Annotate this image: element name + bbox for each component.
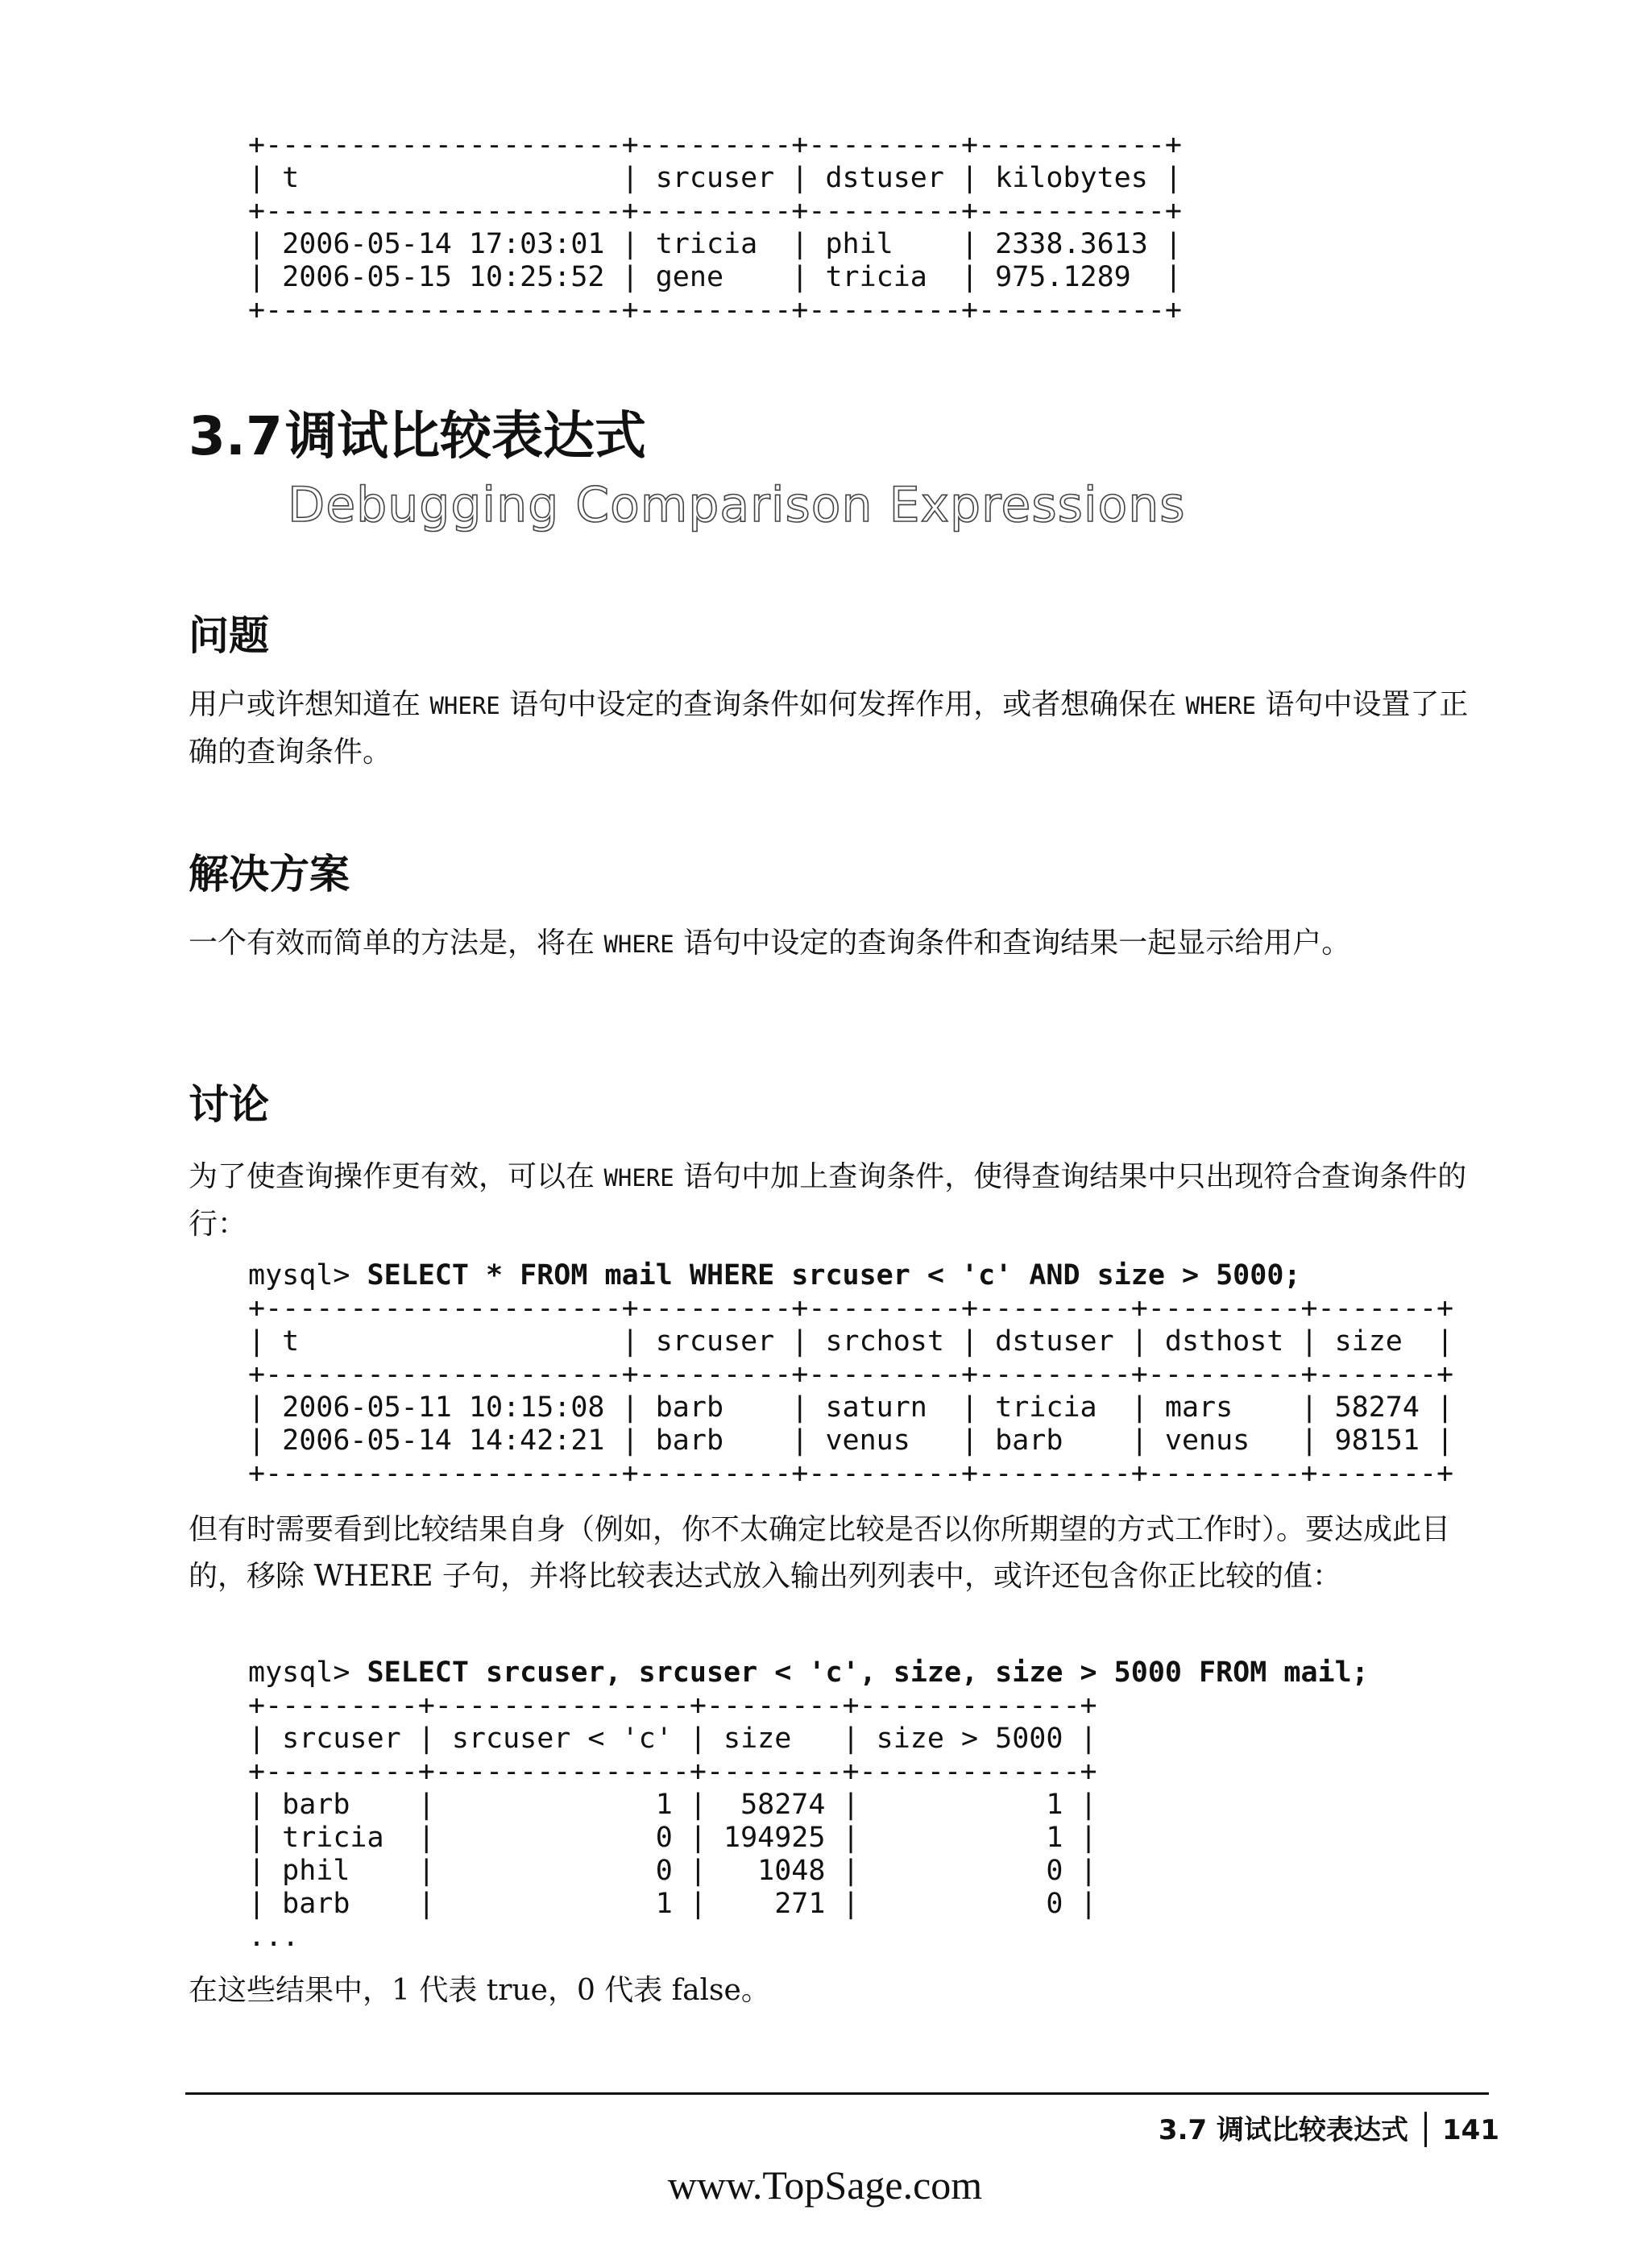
problem-text-1: 用户或许想知道在 [189, 688, 430, 721]
query-2-result-table: +---------+---------------+--------+-------------+ | srcuser | srcuser < 'c' | size | size > 5000 | +---------+---------------+--------+-------------+ | barb | 1 | 58274 | 1 | | tricia | 0 | 194925 | 1 | | phil | 0 | 1048 | 0 | | barb | 1 | 271 | 0 | ... [248, 1690, 1097, 1953]
discussion-paragraph-3: 在这些结果中，1 代表 true，0 代表 false。 [189, 1974, 770, 2007]
problem-text-3: 语句中设置了正确的查询条件。 [189, 688, 1469, 769]
solution-code-1: WHERE [603, 931, 674, 958]
solution-text-1: 一个有效而简单的方法是，将在 [189, 927, 604, 960]
problem-heading: 问题 [189, 612, 269, 659]
section-subtitle: Debugging Comparison Expressions [288, 477, 1186, 533]
query-2-sql: SELECT srcuser, srcuser < 'c', size, size > 5000 FROM mail; [367, 1656, 1369, 1689]
query-1-sql: SELECT * FROM mail WHERE srcuser < 'c' AND size > 5000; [367, 1259, 1301, 1292]
footer-section-title: 3.7 调试比较表达式 [1158, 2114, 1408, 2146]
query-2-prompt: mysql> [248, 1656, 367, 1689]
footer-rule [185, 2092, 1489, 2095]
problem-code-2: WHERE [1185, 692, 1256, 719]
discussion-code-1: WHERE [603, 1164, 674, 1192]
problem-paragraph [189, 682, 1470, 776]
query-2 [248, 1656, 1369, 1690]
page-number: 141 [1442, 2114, 1499, 2146]
discussion-text-1: 为了使查询操作更有效，可以在 [189, 1160, 604, 1193]
watermark-url: www.TopSage.com [667, 2162, 983, 2208]
query-1-prompt: mysql> [248, 1259, 367, 1292]
discussion-paragraph-2: 但有时需要看到比较结果自身（例如，你不太确定比较是否以你所期望的方式工作时）。要达成此目的，移除 WHERE 子句，并将比较表达式放入输出列列表中，或许还包含你正比较的值： [189, 1513, 1451, 1593]
solution-heading: 解决方案 [189, 851, 350, 898]
discussion-heading: 讨论 [189, 1081, 269, 1128]
discussion-paragraph-1 [189, 1154, 1470, 1248]
problem-code-1: WHERE [429, 692, 500, 719]
section-number: 3.7 [189, 405, 283, 467]
solution-text-2: 语句中设定的查询条件和查询结果一起显示给用户。 [674, 927, 1351, 960]
solution-paragraph [189, 920, 1470, 968]
section-title: 调试比较表达式 [285, 407, 646, 466]
query-1 [248, 1259, 1300, 1292]
top-result-table: +---------------------+---------+---------+-----------+ | t | srcuser | dstuser | kilobytes | +---------------------+---------+---------+-----------+ | 2006-05-14 17:03:01 | tricia | phil | 2338.3613 | | 2006-05-15 10:25:52 | gene | tricia | 975.1289 | +---------------------+---------+---------+-----------+ [248, 129, 1182, 326]
discussion-text-2: 语句中加上查询条件，使得查询结果中只出现符合查询条件的行： [189, 1160, 1467, 1241]
problem-text-2: 语句中设定的查询条件如何发挥作用，或者想确保在 [500, 688, 1186, 721]
query-1-result-table: +---------------------+---------+---------+---------+---------+-------+ | t | srcuser | srchost | dstuser | dsthost | size | +---------------------+---------+---------+---------+---------+-------+ | 2006-05-11 10:15:08 | barb | saturn | tricia | mars | 58274 | | 2006-05-14 14:42:21 | barb | venus | barb | venus | 98151 | +---------------------+---------+---------+---------+---------+-------+ [248, 1292, 1454, 1490]
footer-separator [1424, 2112, 1427, 2147]
